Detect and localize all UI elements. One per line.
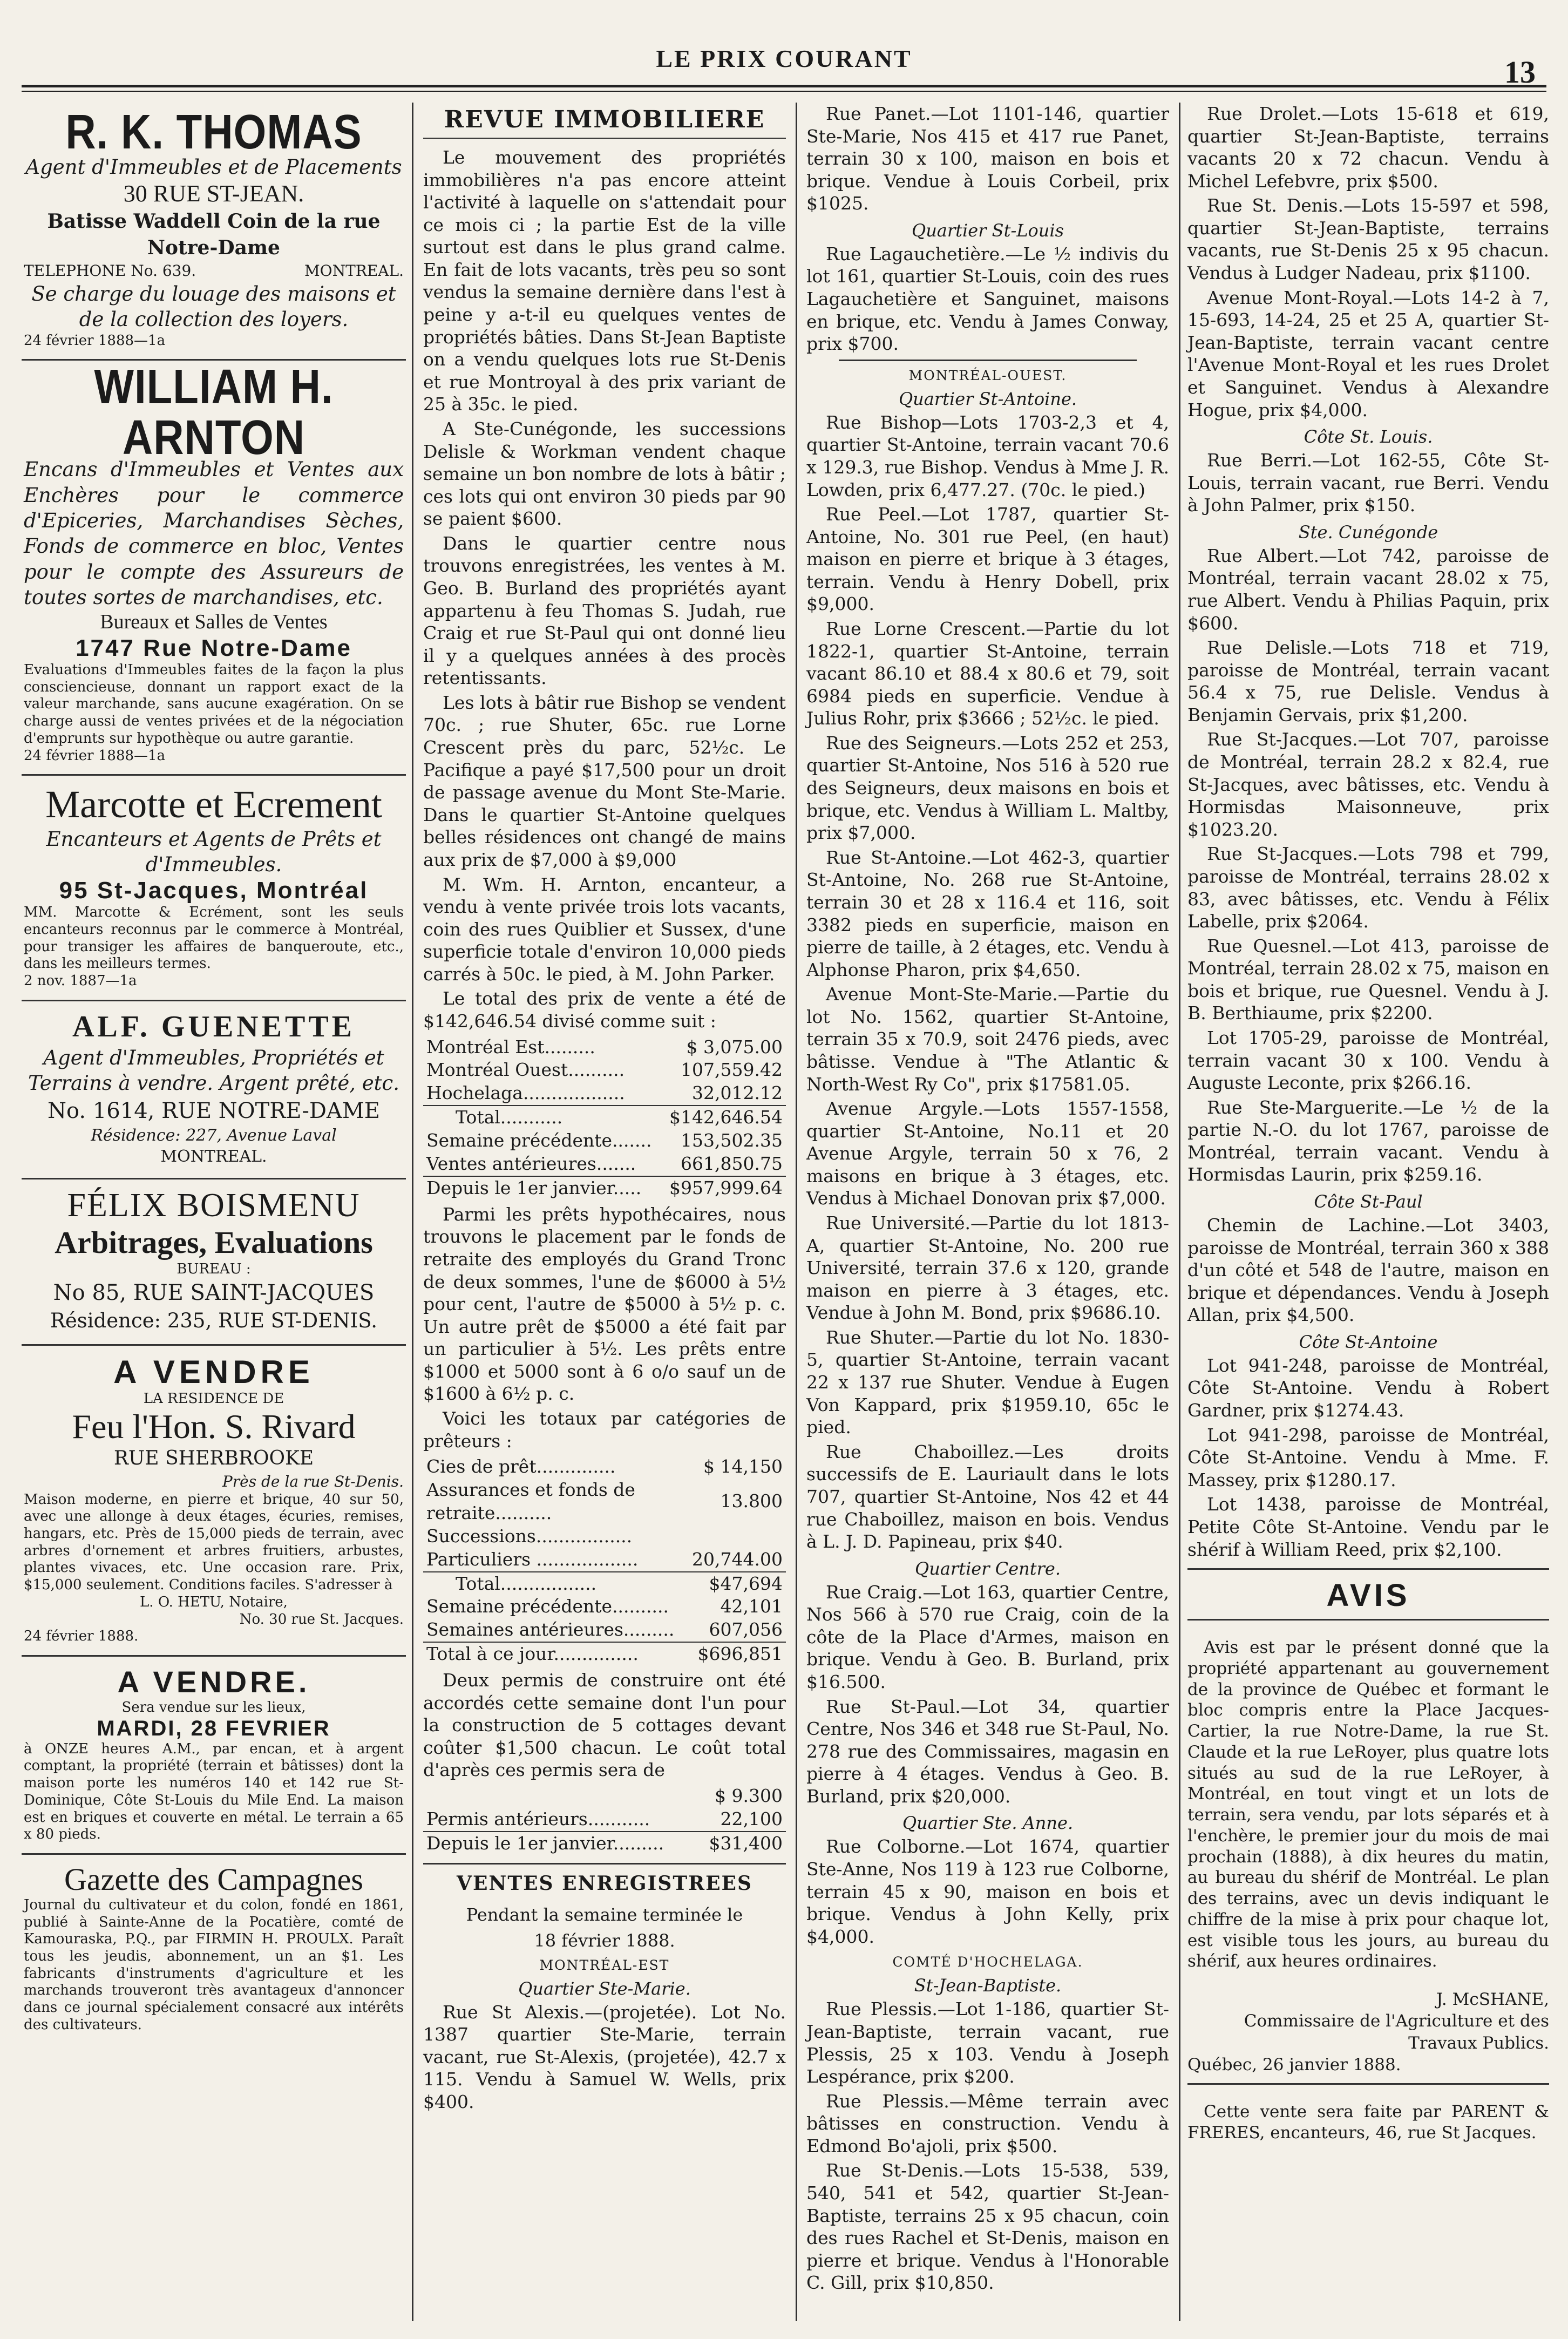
ad-marcotte [22,776,406,1001]
newspaper-title: LE PRIX COURANT [656,45,912,72]
sale-entry: Lot 941-298, paroisse de Montréal, Côte St-Antoine. Vendu à Mme. F. Massey, prix $1280.17. [1187,1424,1549,1490]
ad-boismenu-addr: No 85, RUE SAINT-JACQUES [53,1280,375,1306]
sale-entry: Rue Albert.—Lot 742, paroisse de Montréal, terrain vacant 28.02 x 75, rue Albert. Vendu à Philias Paquin, prix $600. [1187,545,1549,634]
header-rule-thin [22,91,1546,92]
table-row-total: Depuis le 1er janvier......... $31,400 [423,1832,786,1855]
ad-marcotte-name: Marcotte et Ecrement [45,783,382,826]
ad-rivard-date: 24 février 1888. [24,1628,139,1645]
sale-entry: Rue Ste-Marguerite.—Le ½ de la partie N.-O. du lot 1767, paroisse de Montréal, terrain vacant. Vendu à Hormisdas Laurin, prix $259.16. [1187,1096,1549,1185]
page-number: 13 [1504,55,1536,90]
ad-arnton-name: WILLIAM H. ARNTON [94,359,334,465]
sale-entry: Rue Peel.—Lot 1787, quartier St-Antoine, No. 301 rue Peel, (en haut) maison en pierre et brique à 3 étages, terrain. Vendu à Henry Dobell, prix $9,000. [806,504,1169,615]
quarter-heading: Côte St-Antoine [1299,1331,1438,1352]
avis-signature: J. McSHANE, [1436,1990,1549,2010]
ad-gazette-small: Journal du cultivateur et du colon, fondé en 1861, publié à Sainte-Anne de la Pocatière, comté de Kamouraska, P.Q., par FIRMIN H. PROULX. Paraît tous les jeudis, abonnement, un an $1. Les fabricants d'instruments d'agriculture et les marchands trouveront très avantageux d'annoncer dans ce journal spécialement consacré aux intérêts des cultivateurs. [24,1896,404,2033]
sale-entry: Avenue Mont-Royal.—Lots 14-2 à 7, 15-693, 14-24, 25 et 25 A, quartier St-Jean-Baptiste, terrain vacant centre l'Avenue Mont-Royal et les rues Drolet et Sanguinet. Vendus à Alexandre Hogue, prix $4,000. [1187,287,1549,421]
quarter-heading: Quartier Ste. Anne. [902,1813,1074,1834]
section-rule [1187,2083,1549,2085]
ad-vendre-small: à ONZE heures A.M., par encan, et à argent comptant, la propriété (terrain et bâtisses) dont la maison porte les numéros 140 et 142 rue St-Dominique, Côte St-Louis du Mile End. La maison est en briques et couverte en métal. Le terrain a 65 x 80 pieds. [24,1740,404,1843]
sale-entry: Lot 1438, paroisse de Montréal, Petite Côte St-Antoine. Vendu par le shérif à William Reed, prix $2,100. [1187,1494,1549,1560]
ad-guenette-city: MONTREAL. [160,1147,267,1167]
sale-entry: Rue Quesnel.—Lot 413, paroisse de Montréal, terrain 28.02 x 75, maison en bois et brique, rue Quesnel. Vendu à J. B. Berthiaume, prix $2200. [1187,935,1549,1024]
sale-entry: Rue St-Paul.—Lot 34, quartier Centre, Nos 346 et 348 rue St-Paul, No. 278 rue des Commissaires, magasin en pierre à 4 étages. Vendus à Geo. B. Burland, prix $20,000. [806,1696,1169,1807]
ad-thomas-building: Batisse Waddell Coin de la rue Notre-Dame [47,210,381,259]
sales-column-4 [1182,103,1555,2321]
sale-entry: Rue Delisle.—Lots 718 et 719, paroisse de Montréal, terrain vacant 56.4 x 75, rue Delisle. Vendus à Benjamin Gervais, prix $1,200. [1187,637,1549,726]
sales-column-3 [799,103,1177,2321]
revue-paragraph: Le mouvement des propriétés immobilières n'a pas encore atteint l'activité à laquelle on s'attendait pour ce mois ci ; la partie Est de la ville surtout est dans le plus grand calme. En fait de lots vacants, très peu so sont vendus la semaine dernière dans l'est à peine y a-t-il eu quelques ventes de propriétés bâties. Dans St-Jean Baptiste on a vendu quelques lots rue St-Denis et rue Montroyal à des prix variant de 25 à 35c. le pied. [423,147,786,415]
table-row: $ 9.300 [715,1785,783,1807]
ad-rivard-sub: LA RESIDENCE DE [143,1391,284,1407]
ad-marcotte-date: 2 nov. 1887—1a [24,973,137,989]
section-rule [1187,1619,1549,1621]
ad-guenette-name: ALF. GUENETTE [72,1009,356,1043]
sale-entry: Lot 941-248, paroisse de Montréal, Côte St-Antoine. Vendu à Robert Gardner, prix $1274.43. [1187,1354,1549,1421]
table-row: Cies de prêt.............. $ 14,150 [426,1456,783,1477]
ad-arnton-offices: Bureaux et Salles de Ventes [100,611,328,634]
table-row: Successions................. [426,1525,633,1547]
ad-gazette-name: Gazette des Campagnes [64,1862,363,1897]
ad-guenette-addr: No. 1614, RUE NOTRE-DAME [47,1098,380,1123]
ad-boismenu-bureau: BUREAU : [177,1261,251,1278]
avis-note: Cette vente sera faite par PARENT & FRERES, encanteurs, 46, rue St Jacques. [1187,2102,1549,2143]
ad-boismenu [22,1179,406,1346]
revue-paragraph: Voici les totaux par catégories de prêteurs : [423,1407,786,1452]
sale-entry: Rue Chaboillez.—Les droits successifs de E. Lauriault dans le lots 707, quartier St-Antoine, Nos 42 et 44 rue Chaboillez, maison en bois. Vendus à L. J. D. Papineau, prix $40. [806,1441,1169,1552]
column-divider [1179,103,1180,2321]
ad-guenette [22,1001,406,1179]
table-row: Semaine précédente....... 153,502.35 [426,1130,783,1151]
sale-entry: Rue Berri.—Lot 162-55, Côte St-Louis, terrain vacant, rue Berri. Vendu à John Palmer, prix $150. [1187,450,1549,516]
revue-paragraph: Dans le quartier centre nous trouvons enregistrées, les ventes à M. Geo. B. Burland des propriétés ayant appartenu à feu Thomas S. Judah, rue Craig et rue St-Paul qui ont donné lieu il y a quelques années à des procès retentissants. [423,532,786,689]
sale-entry: Rue Craig.—Lot 163, quartier Centre, Nos 566 à 570 rue Craig, coin de la côte de la Place d'Armes, maison en brique. Vendu à Geo. B. Burland, prix $16.500. [806,1581,1169,1692]
table-row: Permis antérieurs........... 22,100 [426,1808,783,1829]
ad-marcotte-small: MM. Marcotte & Ecrément, sont les seuls encanteurs reconnus par le commerce à Montréal, pour transiger les affaires de banqueroute, etc., dans les meilleurs termes. [24,904,404,972]
sale-entry: Avenue Mont-Ste-Marie.—Partie du lot No. 1562, quartier St-Antoine, terrain 35 x 70.9, soit 2476 pieds, avec bâtisse. Vendue à "The Atlantic & North-West Ry Co", prix $17581.05. [806,984,1169,1095]
quarter-heading: Quartier St-Louis [911,220,1064,241]
ad-guenette-res: Résidence: 227, Avenue Laval [91,1126,337,1145]
ad-rivard-near: Près de la rue St-Denis. [222,1472,404,1490]
sale-entry: Rue St-Jacques.—Lot 707, paroisse de Montréal, terrain 28.2 x 82.4, rue St-Jacques, avec bâtisses, etc. Vendu à Hormisdas Maisonneuve, prix $1023.20. [1187,729,1549,840]
ad-vendre-date: MARDI, 28 FEVRIER [97,1716,331,1740]
sale-entry: Rue Plessis.—Même terrain avec bâtisses en construction. Vendu à Edmond Bo'ajoli, prix $500. [806,2090,1169,2157]
ad-arnton-date: 24 février 1888—1a [24,747,166,764]
revue-title: REVUE IMMOBILIERE [423,106,786,139]
table-row-total: Depuis le 1er janvier..... $957,999.64 [423,1176,786,1200]
ad-rivard-name: Feu l'Hon. S. Rivard [72,1407,356,1446]
ad-arnton-small: Evaluations d'Immeubles faites de la façon la plus consciencieuse, donnant un rapport exact de la valeur marchande, sans aucune exagération. On se charge aussi de ventes privées et de la négociation d'emprunts sur hypothèque ou autre garantie. [24,662,404,747]
ad-rivard-small: Maison moderne, en pierre et brique, 40 sur 50, avec une allonge à deux étages, écuries, remises, hangars, etc. Près de 15,000 pieds de terrain, avec arbres d'ornement et arbres fruitiers, arbustes, plantes vivaces, etc. Une occasion rare. Prix, $15,000 seulement. Conditions faciles. S'adresser à [24,1491,404,1594]
ad-vendre [22,1657,406,1855]
ad-thomas-line: Agent d'Immeubles et de Placements [25,155,402,179]
table-row-total: Total à ce jour............... $696,851 [423,1642,786,1666]
ventes-sub1: Pendant la semaine terminée le [466,1904,743,1925]
revue-paragraph: Le total des prix de vente a été de $142,646.54 divisé comme suit : [423,988,786,1032]
table-row-total: Total................. $47,694 [423,1572,786,1596]
avis-text: Avis est par le présent donné que la propriété appartenant au gouvernement de la province de Québec et formant le bloc compris entre la Place Jacques-Cartier, la rue Notre-Dame, la rue St. Claude et la rue LeRoyer, plus quatre lots situés au sud de la rue LeRoyer, à Montréal, en tout vingt et un lots de terrain, sera vendu, par lots séparés et à l'enchère, le premier jour du mois de mai prochain (1888), à dix heures du matin, au bureau du shérif de Montréal. Le plan des terrains, avec un devis indiquant le chiffre de la mise à prix pour chaque lot, est visible tous les jours, au bureau du shérif, aux heures ordinaires. [1187,1638,1549,1971]
sale-entry: Rue Bishop—Lots 1703-2,3 et 4, quartier St-Antoine, terrain vacant 70.6 x 129.3, rue Bishop. Vendus à Mme J. R. Lowden, prix 6,477.27. (70c. le pied.) [806,411,1169,500]
sale-entry: Rue St Alexis.—(projetée). Lot No. 1387 quartier Ste-Marie, terrain vacant, rue St-Alexis, (projetée), 42.7 x 115. Vendu à Samuel W. Wells, prix $400. [423,2001,786,2113]
revue-paragraph: M. Wm. H. Arnton, encanteur, a vendu à vente privée trois lots vacants, coin des rues Quiblier et Sussex, d'une superficie totale d'environ 10,000 pieds carrés à 50c. le pied, à M. John Parker. [423,873,786,985]
revue-column [416,103,793,2321]
revue-paragraph: Deux permis de construire ont été accordés cette semaine dont l'un pour la construction de 5 cottages devant coûter $1,500 chacun. Le coût total d'après ces permis sera de [423,1670,786,1781]
ventes-sub2: 18 février 1888. [534,1930,675,1951]
table-row: Semaines antérieures......... 607,056 [426,1619,783,1640]
ad-arnton [22,361,406,776]
quarter-heading: Côte St-Paul [1314,1191,1423,1212]
ventes-area: MONTRÉAL-EST [539,1957,670,1973]
revue-paragraph: Parmi les prêts hypothécaires, nous trouvons le placement par le fonds de retraite des employés du Grand Tronc de deux sommes, l'une de $6000 à 5½ pour cent, l'autre de $5000 à 5½ p. c. Un autre prêt de $5000 a été fait par un particulier à 5½. Les prêts entre $1000 et 5000 sont à 6 o/o sauf un de $1600 à 6½ p. c. [423,1203,786,1405]
table-row: Montréal Est......... $ 3,075.00 [426,1036,783,1057]
revue-paragraph: Les lots à bâtir rue Bishop se vendent 70c. ; rue Shuter, 65c. rue Lorne Crescent près du parc, 52½c. Le Pacifique a payé $17,500 pour un droit de passage avenue du Mont Ste-Marie. Dans le quartier St-Antoine quelques belles résidences ont changé de mains aux prix de $7,000 à $9,000 [423,691,786,870]
ad-vendre-line: Sera vendue sur les lieux, [121,1699,306,1716]
sale-entry: Rue Drolet.—Lots 15-618 et 619, quartier St-Jean-Baptiste, terrains vacants 20 x 72 chacun. Vendu à Michel Lefebvre, prix $500. [1187,103,1549,192]
ad-rivard-title: A VENDRE [113,1354,314,1391]
ad-boismenu-desc: Arbitrages, Evaluations [55,1224,373,1260]
sale-entry: Rue Université.—Partie du lot 1813-A, quartier St-Antoine, No. 200 rue Université, terrain 37.6 x 120, grande maison en pierre à 3 étages, etc. Vendue à John M. Bond, prix $9686.10. [806,1212,1169,1324]
sale-entry: Chemin de Lachine.—Lot 3403, paroisse de Montréal, terrain 360 x 388 d'un côté et 548 de l'autre, maison en brique et dépendances. Vendu à Joseph Allan, prix $4,500. [1187,1215,1549,1326]
section-rule [423,1863,786,1865]
area-heading: COMTÉ D'HOCHELAGA. [892,1954,1083,1970]
ad-rivard-street: RUE SHERBROOKE [113,1447,314,1470]
sale-entry: Rue Lorne Crescent.—Partie du lot 1822-1, quartier St-Antoine, terrain vacant 86.10 et 88.4 x 80.6 et 79, soit 6984 pieds en superficie. Vendue à Julius Rohr, prix $3666 ; 52½c. le pied. [806,618,1169,729]
sale-entry: Rue Colborne.—Lot 1674, quartier Ste-Anne, Nos 119 à 123 rue Colborne, terrain 45 x 90, maison en bois et brique. Vendus à John Kelly, prix $4,000. [806,1836,1169,1947]
quarter-heading: Quartier Centre. [914,1558,1061,1579]
sale-entry: Rue des Seigneurs.—Lots 252 et 253, quartier St-Antoine, Nos 516 à 520 rue des Seigneurs, deux maisons en bois et brique, etc. Vendus à William L. Maltby, prix $7,000. [806,732,1169,844]
quarter-heading: Ste. Cunégonde [1298,521,1438,543]
ad-rivard [22,1346,406,1657]
ad-marcotte-desc: Encanteurs et Agents de Prêts et d'Immeubles. [46,827,382,876]
table-row: Hochelaga.................. 32,012.12 [426,1082,783,1104]
table-row: Assurances et fonds de retraite.......... 13.800 [426,1479,783,1523]
ad-thomas-name: R. K. THOMAS [65,104,362,159]
ventes-title: VENTES ENREGISTREES [457,1872,752,1895]
header-rule [22,85,1546,87]
table-row: Particuliers .................. 20,744.00 [426,1548,783,1570]
page-header [22,32,1546,92]
table-row: Montréal Ouest.......... 107,559.42 [426,1059,783,1081]
sale-entry: Rue Lagauchetière.—Le ½ indivis du lot 161, quartier St-Louis, coin des rues Lagauchetière et Sanguinet, maisons en brique, etc. Vendu à James Conway, prix $700. [806,243,1169,355]
advertisements-column [22,103,410,2321]
avis-date: Québec, 26 janvier 1888. [1187,2055,1401,2074]
sale-entry: Rue St-Jacques.—Lots 798 et 799, paroisse de Montréal, terrains 28.02 x 83, avec bâtisses, etc. Vendu à Félix Labelle, prix $2064. [1187,843,1549,932]
ad-boismenu-res: Résidence: 235, RUE ST-DENIS. [50,1309,377,1333]
ad-vendre-title: A VENDRE. [117,1665,310,1699]
ad-gazette [22,1855,406,2044]
quarter-heading: St-Jean-Baptiste. [914,1975,1062,1996]
sales-table [423,1036,786,1200]
quarter-heading: Quartier St-Antoine. [898,388,1077,409]
revue-paragraph: A Ste-Cunégonde, les successions Delisle & Workman vendent chaque semaine un bon nombre de lots à bâtir ; ces lots qui ont environ 30 pieds par 90 se paient $600. [423,418,786,530]
ventes-quarter: Quartier Ste-Marie. [518,1978,691,1999]
avis-title: AVIS [1326,1578,1410,1613]
table-row-total: Total........... $142,646.54 [423,1106,786,1129]
ad-rivard-contact2: No. 30 rue St. Jacques. [239,1611,404,1628]
ad-thomas-city: MONTREAL. [304,262,404,280]
sale-entry: Rue St. Denis.—Lots 15-597 et 598, quartier St-Jean-Baptiste, terrains vacants, rue St-Denis 25 x 95 chacun. Vendus à Ludger Nadeau, prix $1100. [1187,195,1549,284]
ad-guenette-desc: Agent d'Immeubles, Propriétés et Terrains à vendre. Argent prêté, etc. [28,1046,400,1095]
sale-entry: Lot 1705-29, paroisse de Montréal, terrain vacant 30 x 100. Vendu à Auguste Leconte, prix $266.16. [1187,1027,1549,1094]
avis-signature-title: Commissaire de l'Agriculture et des Travaux Publics. [1244,2011,1549,2053]
permits-table [423,1785,786,1855]
table-row: Ventes antérieures....... 661,850.75 [426,1153,783,1174]
ad-rivard-contact1: L. O. HETU, Notaire, [140,1594,288,1610]
sale-entry: Rue Plessis.—Lot 1-186, quartier St-Jean-Baptiste, terrain vacant, rue Plessis, 25 x 103. Vendu à Joseph Lespérance, prix $200. [806,1998,1169,2087]
sale-entry: Rue St-Antoine.—Lot 462-3, quartier St-Antoine, No. 268 rue St-Antoine, terrain 30 et 28 x 116.4 et 116, soit 3382 pieds en superficie, maison en pierre de taille, à 2 étages, etc. Vendu à Alphonse Pharon, prix $4,650. [806,846,1169,980]
section-rule [1187,1568,1549,1570]
loans-table [423,1455,786,1666]
ad-thomas-note: Se charge du louage des maisons et de la collection des loyers. [31,282,396,331]
quarter-heading: Côte St. Louis. [1304,426,1433,448]
sale-entry: Rue Panet.—Lot 1101-146, quartier Ste-Marie, Nos 415 et 417 rue Panet, terrain 30 x 100, maison en bois et brique. Vendue à Louis Corbeil, prix $1025. [806,103,1169,214]
column-divider [796,103,797,2321]
ad-arnton-desc: Encans d'Immeubles et Ventes aux Enchères pour le commerce d'Epiceries, Marchandises Sèches, Fonds de commerce en bloc, Ventes pour le compte des Assureurs de toutes sortes de marchandises, etc. [24,458,404,609]
ad-arnton-street: 1747 Rue Notre-Dame [76,635,352,661]
area-heading: MONTRÉAL-OUEST. [908,367,1067,383]
ad-boismenu-name: FÉLIX BOISMENU [67,1187,361,1224]
section-rule [839,360,1137,361]
ad-marcotte-addr: 95 St-Jacques, Montréal [59,877,369,904]
column-divider [412,103,413,2321]
sale-entry: Rue St-Denis.—Lots 15-538, 539, 540, 541 et 542, quartier St-Jean-Baptiste, terrains 25 x 95 chacun, coin des rues Rachel et St-Denis, maison en pierre et brique. Vendus à l'Honorable C. Gill, prix $10,850. [806,2160,1169,2294]
ad-thomas [22,103,406,361]
ad-thomas-addr: 30 RUE ST-JEAN. [123,180,304,207]
ad-thomas-phone: TELEPHONE No. 639. [24,262,196,280]
sale-entry: Rue Shuter.—Partie du lot No. 1830-5, quartier St-Antoine, terrain vacant 22 x 137 rue Shuter. Vendue à Eugen Von Kappard, prix $1959.10, 65c le pied. [806,1326,1169,1438]
sale-entry: Avenue Argyle.—Lots 1557-1558, quartier St-Antoine, No.11 et 20 Avenue Argyle, terrain 50 x 76, 2 maisons en brique à 3 étages, etc. Vendus à Michael Donovan prix $7,000. [806,1098,1169,1209]
ad-thomas-date: 24 février 1888—1a [24,332,166,349]
table-row: Semaine précédente.......... 42,101 [426,1596,783,1617]
